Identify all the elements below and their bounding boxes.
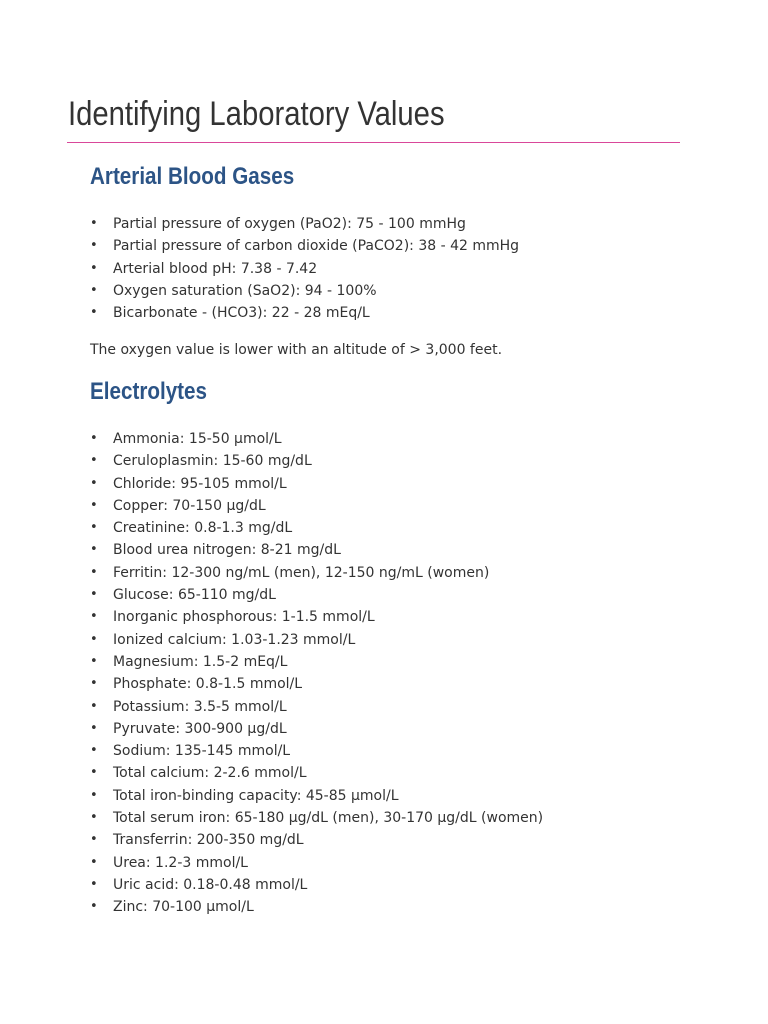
- title-divider: [67, 142, 680, 143]
- list-item: • Potassium: 3.5-5 mmol/L: [90, 696, 543, 718]
- list-item: • Total calcium: 2-2.6 mmol/L: [90, 762, 543, 784]
- electrolytes-list: [90, 428, 543, 919]
- altitude-note: The oxygen value is lower with an altitude of > 3,000 feet.: [90, 342, 503, 358]
- list-item: • Magnesium: 1.5-2 mEq/L: [90, 651, 543, 673]
- list-item: • Ionized calcium: 1.03-1.23 mmol/L: [90, 629, 543, 651]
- list-item: • Zinc: 70-100 µmol/L: [90, 896, 543, 918]
- list-item: • Inorganic phosphorous: 1-1.5 mmol/L: [90, 606, 543, 628]
- section-heading-electrolytes: Electrolytes: [90, 378, 208, 405]
- section-heading-arterial-blood-gases: Arterial Blood Gases: [90, 163, 295, 190]
- list-item: • Phosphate: 0.8-1.5 mmol/L: [90, 673, 543, 695]
- list-item: • Creatinine: 0.8-1.3 mg/dL: [90, 517, 543, 539]
- list-item: • Partial pressure of carbon dioxide (PaCO2): 38 - 42 mmHg: [90, 235, 519, 257]
- list-item: • Pyruvate: 300-900 µg/dL: [90, 718, 543, 740]
- list-item: • Total serum iron: 65-180 µg/dL (men), 30-170 µg/dL (women): [90, 807, 543, 829]
- list-item: • Blood urea nitrogen: 8-21 mg/dL: [90, 539, 543, 561]
- list-item: • Uric acid: 0.18-0.48 mmol/L: [90, 874, 543, 896]
- list-item: • Ferritin: 12-300 ng/mL (men), 12-150 ng/mL (women): [90, 562, 543, 584]
- list-item: • Ammonia: 15-50 µmol/L: [90, 428, 543, 450]
- arterial-blood-gases-list: [90, 213, 519, 324]
- list-item: • Copper: 70-150 µg/dL: [90, 495, 543, 517]
- list-item: • Urea: 1.2-3 mmol/L: [90, 852, 543, 874]
- list-item: • Arterial blood pH: 7.38 - 7.42: [90, 258, 519, 280]
- list-item: • Total iron-binding capacity: 45-85 µmol/L: [90, 785, 543, 807]
- list-item: • Bicarbonate - (HCO3): 22 - 28 mEq/L: [90, 302, 519, 324]
- list-item: • Oxygen saturation (SaO2): 94 - 100%: [90, 280, 519, 302]
- list-item: • Partial pressure of oxygen (PaO2): 75 - 100 mmHg: [90, 213, 519, 235]
- list-item: • Sodium: 135-145 mmol/L: [90, 740, 543, 762]
- page-title: Identifying Laboratory Values: [68, 95, 445, 133]
- list-item: • Transferrin: 200-350 mg/dL: [90, 829, 543, 851]
- list-item: • Glucose: 65-110 mg/dL: [90, 584, 543, 606]
- list-item: • Chloride: 95-105 mmol/L: [90, 473, 543, 495]
- list-item: • Ceruloplasmin: 15-60 mg/dL: [90, 450, 543, 472]
